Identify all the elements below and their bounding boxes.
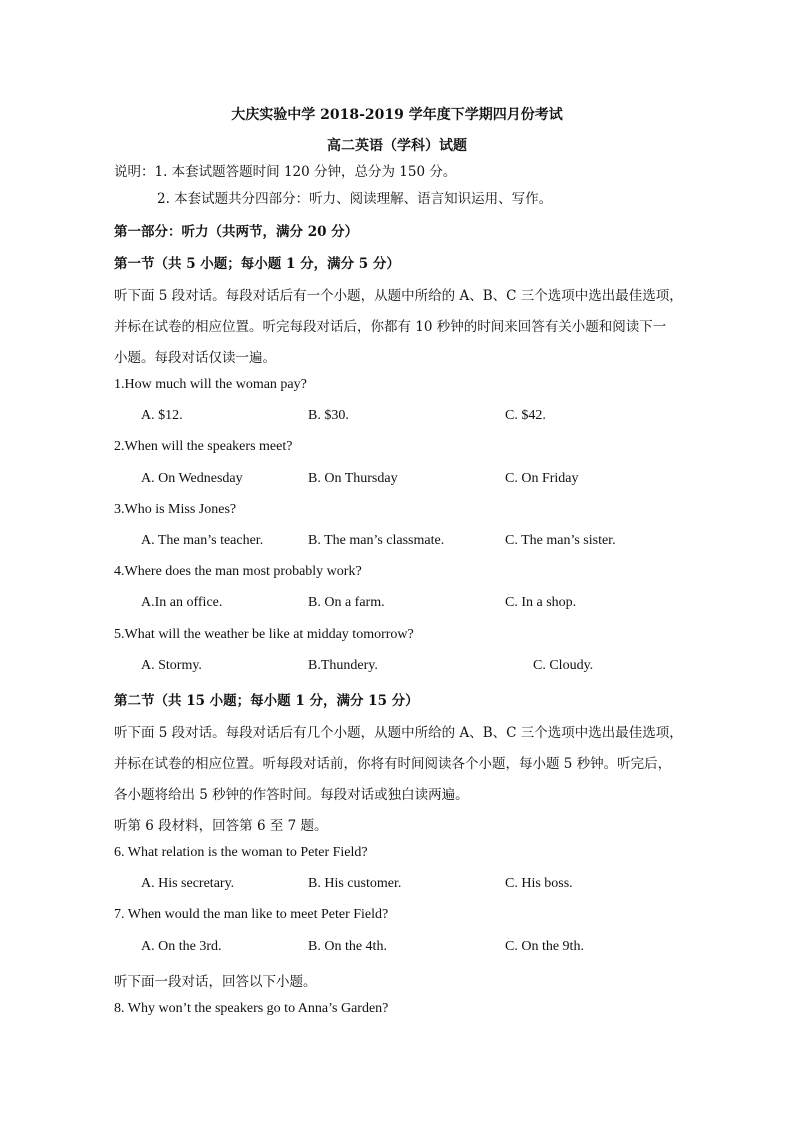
q7-option-b: B. On the 4th. [308,939,387,954]
exam-title: 大庆实验中学 2018-2019 学年度下学期四月份考试 [231,107,563,123]
question-6: 6. What relation is the woman to Peter Field? [114,845,368,860]
q6-option-a: A. His secretary. [141,876,235,891]
section2-instruction-2: 并标在试卷的相应位置。听每段对话前，你将有时间阅读各个小题，每小题 5 秒钟。听完后， [114,756,672,772]
q4-option-c: C. In a shop. [505,595,577,610]
section2-heading: 第二节（共 15 小题；每小题 1 分，满分 15 分） [114,693,419,709]
question-1: 1.How much will the woman pay? [114,377,307,392]
section2-instruction-3: 各小题将给出 5 秒钟的作答时间。每段对话或独白读两遍。 [114,787,469,803]
question-8: 8. Why won’t the speakers go to Anna’s Garden? [114,1001,389,1016]
q3-option-c: C. The man’s sister. [505,533,616,548]
section1-instruction-3: 小题。每段对话仅读一遍。 [114,350,276,366]
q5-option-c: C. Cloudy. [533,658,594,673]
q5-option-b: B.Thundery. [308,658,378,673]
q1-option-c: C. $42. [505,408,546,423]
q3-option-b: B. The man’s classmate. [308,533,445,548]
question-3: 3.Who is Miss Jones? [114,502,237,517]
q6-option-b: B. His customer. [308,876,402,891]
q1-option-a: A. $12. [141,408,183,423]
question-4: 4.Where does the man most probably work? [114,564,362,579]
q3-option-a: A. The man’s teacher. [141,533,264,548]
part1-heading: 第一部分：听力（共两节，满分 20 分） [114,224,359,240]
q6-option-c: C. His boss. [505,876,573,891]
q1-option-b: B. $30. [308,408,349,423]
q2-option-a: A. On Wednesday [141,471,243,486]
q2-option-c: C. On Friday [505,471,579,486]
section2-instruction-1: 听下面 5 段对话。每段对话后有几个小题，从题中所给的 A、B、C 三个选项中选出最佳选项， [114,725,683,741]
question-5: 5.What will the weather be like at midday tomorrow? [114,627,414,642]
next-dialog-instruction: 听下面一段对话，回答以下小题。 [114,974,317,990]
exam-subtitle: 高二英语（学科）试题 [327,138,467,154]
q5-option-a: A. Stormy. [141,658,202,673]
note-1: 说明：1. 本套试题答题时间 120 分钟，总分为 150 分。 [114,164,457,180]
q2-option-b: B. On Thursday [308,471,398,486]
q4-option-a: A.In an office. [141,595,223,610]
section1-instruction-2: 并标在试卷的相应位置。听完每段对话后，你都有 10 秒钟的时间来回答有关小题和阅读下一 [114,319,667,335]
section1-heading: 第一节（共 5 小题；每小题 1 分，满分 5 分） [114,256,400,272]
question-7: 7. When would the man like to meet Peter Field? [114,907,389,922]
section1-instruction-1: 听下面 5 段对话。每段对话后有一个小题，从题中所给的 A、B、C 三个选项中选出最佳选项， [114,288,683,304]
q7-option-c: C. On the 9th. [505,939,584,954]
note-2: 2. 本套试题共分四部分：听力、阅读理解、语言知识运用、写作。 [157,191,553,207]
question-2: 2.When will the speakers meet? [114,439,293,454]
q4-option-b: B. On a farm. [308,595,385,610]
q7-option-a: A. On the 3rd. [141,939,222,954]
material-6-instruction: 听第 6 段材料，回答第 6 至 7 题。 [114,818,328,834]
